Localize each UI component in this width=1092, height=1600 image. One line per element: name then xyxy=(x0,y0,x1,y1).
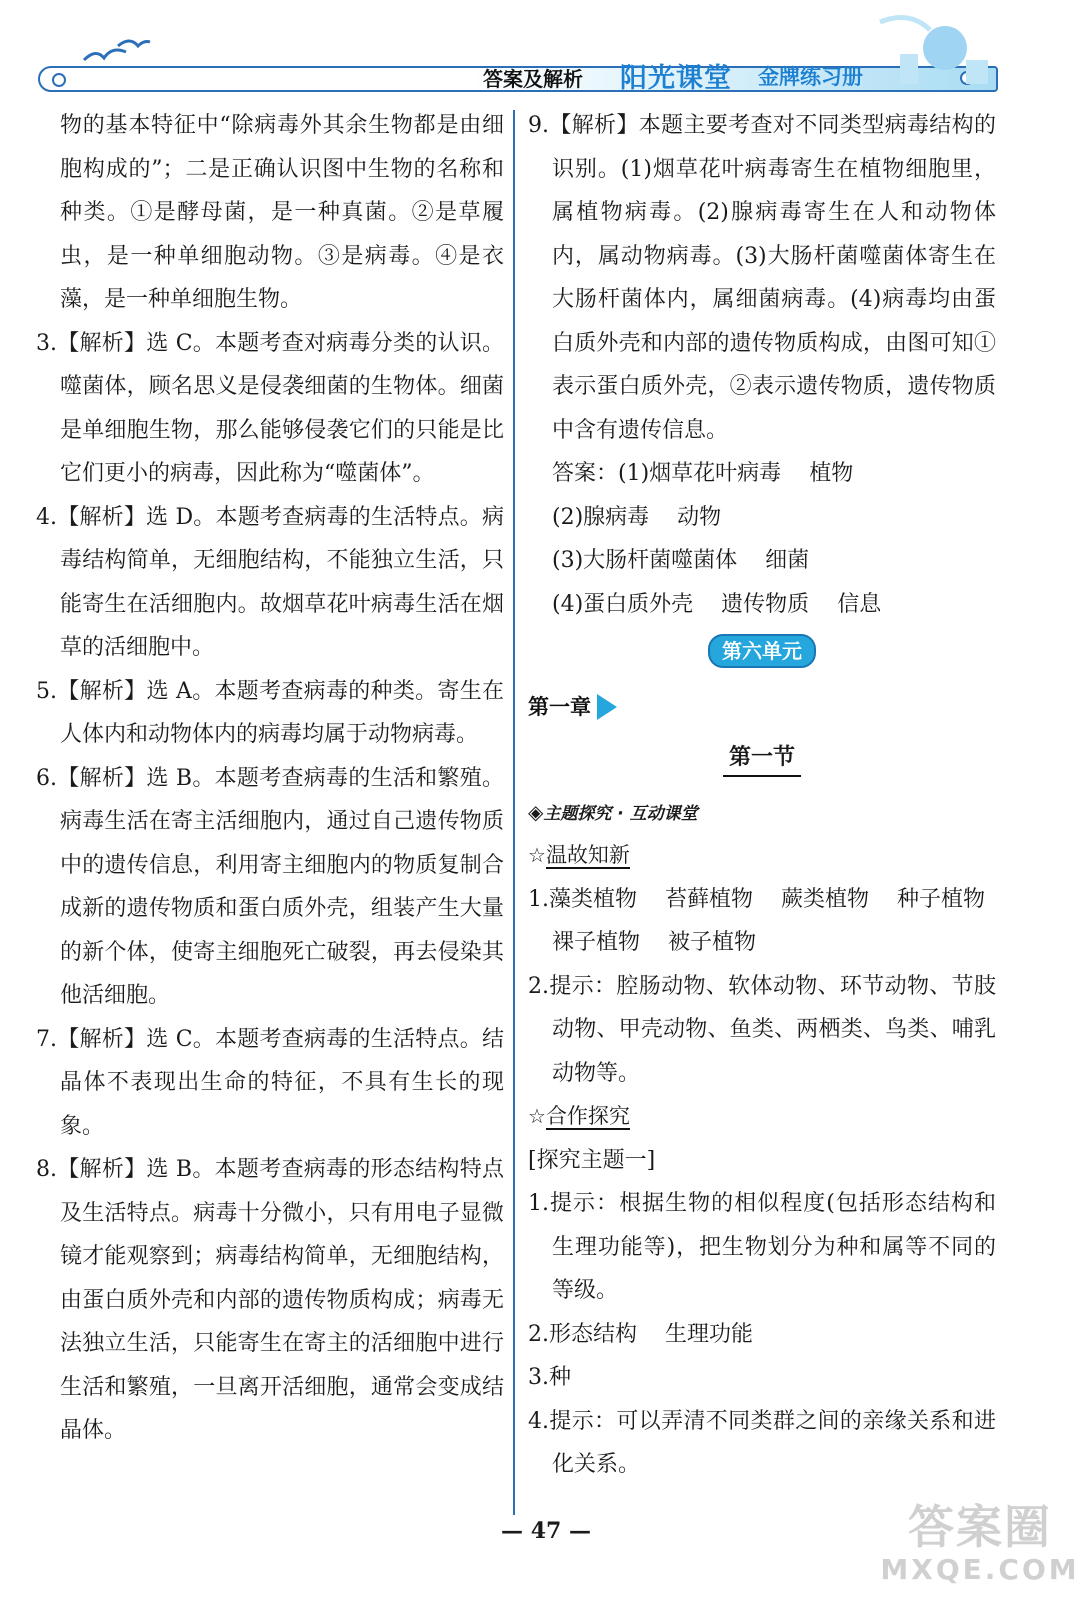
theme-heading xyxy=(528,790,996,834)
item-number: 2. xyxy=(528,1321,549,1347)
chapter-arrow-icon xyxy=(597,694,617,720)
answer-item-6 xyxy=(36,757,504,1018)
item-text: 【解析】选 D。本题考查病毒的生活特点。病毒结构简单，无细胞结构，不能独立生活，只能寄生在活细胞内。故烟草花叶病毒生活在烟草的活细胞中。 xyxy=(57,504,504,660)
item-number: 2. xyxy=(528,973,549,999)
answer-part: 动物 xyxy=(677,504,722,530)
answer-line-4 xyxy=(528,583,996,627)
coop-item-3 xyxy=(528,1356,996,1400)
item-text: 【解析】选 A。本题考查病毒的种类。寄生在人体内和动物体内的病毒均属于动物病毒。 xyxy=(57,678,504,747)
item-text: 【解析】选 C。本题考查对病毒分类的认识。噬菌体，顾名思义是侵袭细菌的生物体。细菌是单细胞生物，那么能够侵袭它们的只能是比它们更小的病毒，因此称为“噬菌体”。 xyxy=(57,330,504,486)
answer-part: 被子植物 xyxy=(668,930,757,955)
item-number: 3. xyxy=(528,1365,549,1390)
item-text: 【解析】选 B。本题考查病毒的生活和繁殖。病毒生活在寄主活细胞内，通过自己遗传物质中的遗传信息，利用寄主细胞内的物质复制合成新的遗传物质和蛋白质外壳，组装产生大量的新个体，使寄主细胞死亡破裂，再去侵染其他活细胞。 xyxy=(57,765,504,1008)
section-title: 第一节 xyxy=(723,741,801,777)
answer-item-3 xyxy=(36,322,504,496)
right-column xyxy=(528,104,996,1487)
answer-part: 细菌 xyxy=(765,548,810,573)
page-header xyxy=(0,0,1092,110)
building-decoration-icon xyxy=(870,10,1020,90)
left-column xyxy=(36,104,504,1453)
answer-part: 种子植物 xyxy=(897,886,986,912)
item-number: 3. xyxy=(36,330,57,356)
brand-title: 阳光课堂 xyxy=(620,63,732,94)
item-text: 提示：腔肠动物、软体动物、环节动物、节肢动物、甲壳动物、鱼类、两栖类、鸟类、哺乳动物等。 xyxy=(549,973,996,1086)
unit-badge: 第六单元 xyxy=(708,634,816,668)
chapter-badge xyxy=(528,686,617,730)
answer-item-7 xyxy=(36,1018,504,1149)
answer-part: 信息 xyxy=(837,591,882,617)
answer-part: 植物 xyxy=(809,461,854,486)
coop-item-1 xyxy=(528,1182,996,1313)
answer-part: (4)蛋白质外壳 xyxy=(552,591,694,617)
star-icon: ☆ xyxy=(528,843,546,867)
review-title: 温故知新 xyxy=(545,843,630,867)
answer-item-8 xyxy=(36,1148,504,1453)
theme-title: 主题探究 · 互动课堂 xyxy=(543,804,698,824)
answer-item-4 xyxy=(36,496,504,670)
coop-title: 合作探究 xyxy=(545,1104,630,1128)
chapter-title: 第一章 xyxy=(528,695,591,719)
coop-item-2 xyxy=(528,1313,996,1357)
answer-part: (2)腺病毒 xyxy=(552,504,650,530)
answer-line-2 xyxy=(528,496,996,540)
answer-part: 生理功能 xyxy=(665,1321,754,1347)
item-number: 8. xyxy=(36,1157,57,1182)
item-number: 1. xyxy=(528,886,549,912)
topic-label: [探究主题一] xyxy=(528,1147,656,1173)
coop-item-4 xyxy=(528,1400,996,1487)
answer-line-3 xyxy=(528,539,996,583)
header-answers-label: 答案及解析 xyxy=(483,67,583,91)
item-number: 9. xyxy=(528,113,549,138)
item-text: 【解析】选 C。本题考查病毒的生活特点。结晶体不表现出生命的特征，不具有生长的现象。 xyxy=(57,1026,504,1139)
item-number: 7. xyxy=(36,1026,57,1052)
item-text: 种 xyxy=(549,1365,572,1390)
section-heading xyxy=(528,736,996,790)
answer-part: 形态结构 xyxy=(549,1321,638,1347)
continued-paragraph: 物的基本特征中“除病毒外其余生物都是由细胞构成的”；二是正确认识图中生物的名称和种类。①是酵母菌，是一种真菌。②是草履虫，是一种单细胞动物。③是病毒。④是衣藻，是一种单细胞生物。 xyxy=(60,113,504,312)
coop-heading xyxy=(528,1095,996,1139)
watermark-bottom: MXQE.COM xyxy=(880,1553,1080,1586)
chapter-heading xyxy=(528,686,996,736)
item-number: 1. xyxy=(528,1191,549,1216)
brand-subtitle: 金牌练习册 xyxy=(758,65,863,89)
unit-heading xyxy=(528,626,996,686)
item-number: 4. xyxy=(528,1408,549,1434)
item-number: 5. xyxy=(36,678,57,704)
watermark-logo xyxy=(880,1500,1080,1596)
answer-part: 遗传物质 xyxy=(721,591,810,617)
review-item-2 xyxy=(528,965,996,1096)
answer-part: 蕨类植物 xyxy=(781,886,870,912)
answer-item-5 xyxy=(36,670,504,757)
watermark-top: 答案圈 xyxy=(908,1500,1052,1554)
answer-item-9 xyxy=(528,104,996,452)
item-number: 4. xyxy=(36,504,57,530)
compass-icon: ◈ xyxy=(528,800,544,824)
page-number: — 47 — xyxy=(501,1518,591,1544)
answer-label: 答案： xyxy=(552,461,619,486)
item-text: 【解析】本题主要考查对不同类型病毒结构的识别。(1)烟草花叶病毒寄生在植物细胞里，属植物病毒。(2)腺病毒寄生在人和动物体内，属动物病毒。(3)大肠杆菌噬菌体寄生在大肠杆菌体内，属细菌病毒。(4)病毒均由蛋白质外壳和内部的遗传物质构成，由图可知①表示蛋白质外壳，②表示遗传物质，遗传物质中含有遗传信息。 xyxy=(549,113,996,443)
answer-part: (1)烟草花叶病毒 xyxy=(618,461,782,486)
answer-part: 苔藓植物 xyxy=(665,886,754,912)
column-divider xyxy=(513,110,515,1515)
star-icon: ☆ xyxy=(528,1104,546,1128)
item-text: 提示：根据生物的相似程度(包括形态结构和生理功能等)，把生物划分为种和属等不同的等级。 xyxy=(549,1191,996,1303)
answer-line-1 xyxy=(528,452,996,496)
review-heading xyxy=(528,834,996,878)
item-number: 6. xyxy=(36,765,57,791)
item-text: 【解析】选 B。本题考查病毒的形态结构特点及生活特点。病毒十分微小，只有用电子显微镜才能观察到；病毒结构简单，无细胞结构，由蛋白质外壳和内部的遗传物质构成；病毒无法独立生活，只能寄生在寄主的活细胞中进行生活和繁殖，一旦离开活细胞，通常会变成结晶体。 xyxy=(57,1157,504,1443)
answer-part: 裸子植物 xyxy=(552,930,641,955)
answer-part: (3)大肠杆菌噬菌体 xyxy=(552,548,738,573)
answer-part: 藻类植物 xyxy=(549,886,638,912)
header-dot-left xyxy=(52,73,66,87)
item-text: 提示：可以弄清不同类群之间的亲缘关系和进化关系。 xyxy=(549,1408,996,1477)
review-item-1 xyxy=(528,878,996,965)
